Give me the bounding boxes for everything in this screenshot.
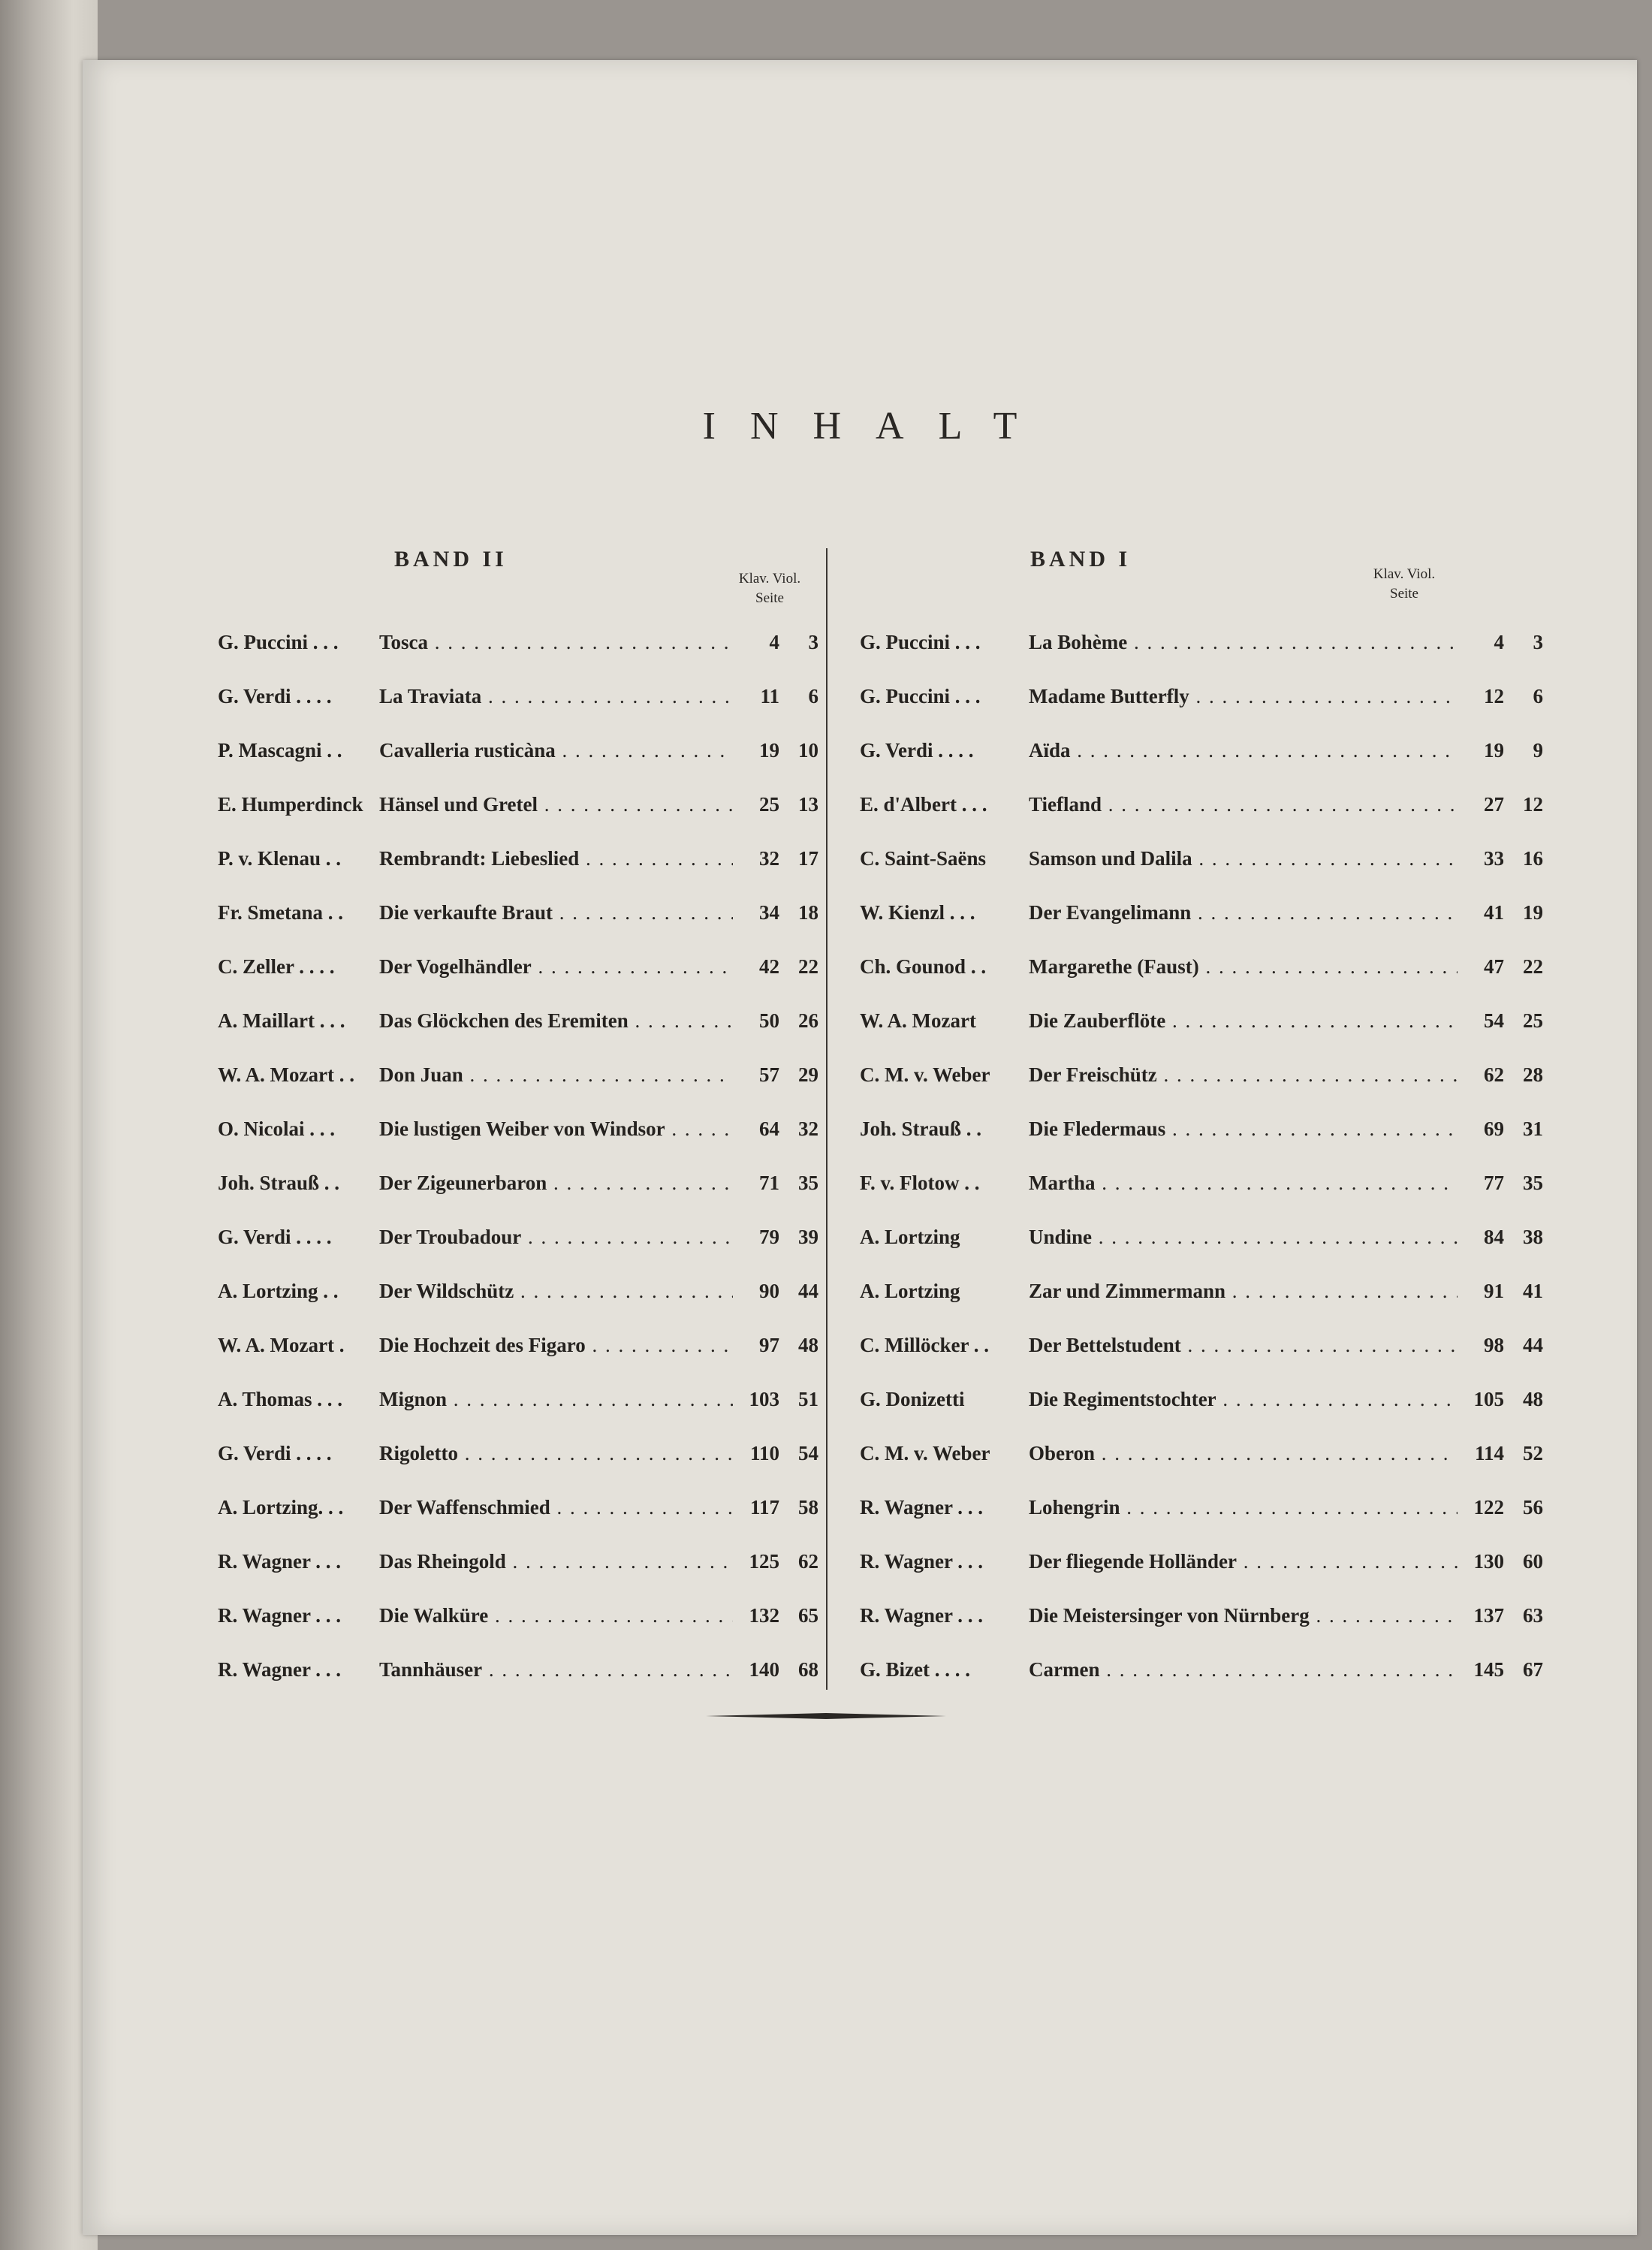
violine-page-number: 68 <box>798 1658 818 1681</box>
decorative-rule <box>706 1711 946 1721</box>
work-title: Das Rheingold . . . <box>379 1550 733 1573</box>
work-title: Mignon . . . <box>379 1388 733 1411</box>
contents-entry <box>218 1117 818 1172</box>
contents-entry <box>860 1226 1543 1280</box>
klavier-page-number: 42 <box>759 955 779 978</box>
work-title: Der Vogelhändler . . . <box>379 955 733 979</box>
klavier-page-number: 105 <box>1473 1388 1504 1410</box>
violine-page-number: 22 <box>1523 955 1543 978</box>
work-title: Aïda . . . <box>1029 739 1458 762</box>
composer-name: W. A. Mozart <box>860 1009 976 1032</box>
violine-page-number: 35 <box>798 1172 818 1194</box>
work-title: Die lustigen Weiber von Windsor . . . <box>379 1117 733 1141</box>
work-title: Der Evangelimann . . . <box>1029 901 1458 924</box>
contents-entry <box>218 955 818 1009</box>
violine-page-number: 6 <box>1533 685 1543 707</box>
composer-name: Ch. Gounod . . <box>860 955 987 978</box>
composer-name: E. d'Albert . . . <box>860 793 987 816</box>
contents-entry <box>860 1009 1543 1063</box>
klavier-page-number: 12 <box>1484 685 1504 707</box>
klavier-page-number: 19 <box>1484 739 1504 762</box>
contents-entry <box>860 739 1543 793</box>
composer-name: G. Puccini . . . <box>860 685 981 707</box>
composer-name: W. A. Mozart . . <box>218 1063 354 1086</box>
klavier-page-number: 79 <box>759 1226 779 1248</box>
violine-page-number: 51 <box>798 1388 818 1410</box>
band-ii-column-labels <box>725 569 815 608</box>
violine-page-number: 35 <box>1523 1172 1543 1194</box>
violine-page-number: 12 <box>1523 793 1543 816</box>
composer-name: R. Wagner . . . <box>218 1604 342 1627</box>
work-title: Zar und Zimmermann . . . <box>1029 1280 1458 1303</box>
composer-name: G. Puccini . . . <box>218 631 339 653</box>
klavier-page-number: 11 <box>760 685 779 707</box>
contents-entry <box>218 739 818 793</box>
violine-page-number: 6 <box>808 685 818 707</box>
violine-page-number: 17 <box>798 847 818 870</box>
work-title: Cavalleria rusticàna . . . <box>379 739 733 762</box>
work-title: Der Waffenschmied . . . <box>379 1496 733 1519</box>
work-title: Tiefland . . . <box>1029 793 1458 816</box>
composer-name: A. Lortzing <box>860 1226 960 1248</box>
violine-page-number: 22 <box>798 955 818 978</box>
work-title: Der fliegende Holländer . . . <box>1029 1550 1458 1573</box>
composer-name: G. Puccini . . . <box>860 631 981 653</box>
violine-page-number: 44 <box>798 1280 818 1302</box>
contents-entry <box>860 1280 1543 1334</box>
band-i-list <box>860 631 1543 1712</box>
work-title: Der Troubadour . . . <box>379 1226 733 1249</box>
composer-name: C. Zeller . . . . <box>218 955 335 978</box>
work-title: Die Hochzeit des Figaro . . . <box>379 1334 733 1357</box>
klavier-page-number: 114 <box>1474 1442 1504 1464</box>
contents-entry <box>860 1658 1543 1712</box>
violine-page-number: 60 <box>1523 1550 1543 1573</box>
klavier-page-number: 137 <box>1473 1604 1504 1627</box>
klavier-page-number: 33 <box>1484 847 1504 870</box>
klavier-page-number: 25 <box>759 793 779 816</box>
violine-page-number: 13 <box>798 793 818 816</box>
contents-entry <box>218 1388 818 1442</box>
composer-name: G. Donizetti <box>860 1388 965 1410</box>
violine-page-number: 54 <box>798 1442 818 1464</box>
composer-name: R. Wagner . . . <box>860 1604 984 1627</box>
violine-page-number: 62 <box>798 1550 818 1573</box>
work-title: Der Freischütz . . . <box>1029 1063 1458 1087</box>
composer-name: R. Wagner . . . <box>860 1550 984 1573</box>
work-title: La Bohème . . . <box>1029 631 1458 654</box>
composer-name: G. Verdi . . . . <box>218 1226 332 1248</box>
violine-page-number: 16 <box>1523 847 1543 870</box>
work-title: Der Bettelstudent . . . <box>1029 1334 1458 1357</box>
klavier-page-number: 110 <box>749 1442 779 1464</box>
composer-name: G. Bizet . . . . <box>860 1658 970 1681</box>
contents-entry <box>218 1550 818 1604</box>
klavier-page-number: 34 <box>759 901 779 924</box>
klavier-page-number: 19 <box>759 739 779 762</box>
composer-name: A. Lortzing <box>860 1280 960 1302</box>
klavier-page-number: 103 <box>749 1388 779 1410</box>
contents-entry <box>860 1063 1543 1117</box>
column-divider <box>826 548 828 1690</box>
band-i-heading: BAND I <box>1030 547 1132 572</box>
contents-entry <box>218 901 818 955</box>
band-ii-list <box>218 631 818 1712</box>
seite-label: Seite <box>1390 586 1418 602</box>
page-title: INHALT <box>702 405 1052 448</box>
violine-page-number: 63 <box>1523 1604 1543 1627</box>
band-ii-heading: BAND II <box>394 547 508 572</box>
violine-page-number: 3 <box>1533 631 1543 653</box>
band-i-column-labels <box>1359 565 1449 604</box>
work-title: Tannhäuser . . . <box>379 1658 733 1681</box>
composer-name: R. Wagner . . . <box>218 1658 342 1681</box>
contents-entry <box>860 847 1543 901</box>
composer-name: Joh. Strauß . . <box>218 1172 340 1194</box>
composer-name: R. Wagner . . . <box>218 1550 342 1573</box>
violine-page-number: 18 <box>798 901 818 924</box>
work-title: Undine . . . <box>1029 1226 1458 1249</box>
composer-name: Fr. Smetana . . <box>218 901 343 924</box>
composer-name: C. Saint-Saëns <box>860 847 987 870</box>
contents-entry <box>860 1496 1543 1550</box>
work-title: Carmen . . . <box>1029 1658 1458 1681</box>
contents-entry <box>218 1442 818 1496</box>
klavier-page-number: 4 <box>769 631 779 653</box>
contents-entry <box>218 685 818 739</box>
contents-entry <box>218 1280 818 1334</box>
composer-name: W. A. Mozart . <box>218 1334 345 1356</box>
composer-name: A. Lortzing. . . <box>218 1496 344 1519</box>
klavier-page-number: 117 <box>749 1496 779 1519</box>
work-title: Don Juan . . . <box>379 1063 733 1087</box>
contents-entry <box>218 1226 818 1280</box>
work-title: Der Wildschütz . . . <box>379 1280 733 1303</box>
contents-entry <box>218 793 818 847</box>
contents-page <box>83 60 1637 2235</box>
klavier-page-number: 64 <box>759 1117 779 1140</box>
composer-name: G. Verdi . . . . <box>218 1442 332 1464</box>
violine-page-number: 26 <box>798 1009 818 1032</box>
work-title: Das Glöckchen des Eremiten . . . <box>379 1009 733 1033</box>
contents-entry <box>860 1604 1543 1658</box>
klavier-page-number: 132 <box>749 1604 779 1627</box>
composer-name: G. Verdi . . . . <box>218 685 332 707</box>
violine-page-number: 65 <box>798 1604 818 1627</box>
klavier-page-number: 125 <box>749 1550 779 1573</box>
violine-page-number: 39 <box>798 1226 818 1248</box>
klavier-page-number: 27 <box>1484 793 1504 816</box>
violine-page-number: 31 <box>1523 1117 1543 1140</box>
composer-name: G. Verdi . . . . <box>860 739 974 762</box>
seite-label: Seite <box>755 590 784 606</box>
klavier-page-number: 97 <box>759 1334 779 1356</box>
violine-page-number: 52 <box>1523 1442 1543 1464</box>
composer-name: P. v. Klenau . . <box>218 847 342 870</box>
klavier-page-number: 62 <box>1484 1063 1504 1086</box>
klavier-page-number: 140 <box>749 1658 779 1681</box>
work-title: Rembrandt: Liebeslied . . . <box>379 847 733 870</box>
composer-name: C. Millöcker . . <box>860 1334 989 1356</box>
violine-page-number: 58 <box>798 1496 818 1519</box>
contents-entry <box>218 631 818 685</box>
composer-name: O. Nicolai . . . <box>218 1117 335 1140</box>
composer-name: F. v. Flotow . . <box>860 1172 980 1194</box>
work-title: Die Meistersinger von Nürnberg . . . <box>1029 1604 1458 1627</box>
work-title: Lohengrin . . . <box>1029 1496 1458 1519</box>
violine-page-number: 48 <box>798 1334 818 1356</box>
contents-entry <box>860 685 1543 739</box>
contents-entry <box>860 631 1543 685</box>
contents-entry <box>860 793 1543 847</box>
klavier-page-number: 90 <box>759 1280 779 1302</box>
composer-name: A. Lortzing . . <box>218 1280 339 1302</box>
work-title: Die Zauberflöte . . . <box>1029 1009 1458 1033</box>
work-title: Madame Butterfly . . . <box>1029 685 1458 708</box>
violine-page-number: 38 <box>1523 1226 1543 1248</box>
work-title: Oberon . . . <box>1029 1442 1458 1465</box>
contents-entry <box>860 1550 1543 1604</box>
klavier-page-number: 69 <box>1484 1117 1504 1140</box>
work-title: Die verkaufte Braut . . . <box>379 901 733 924</box>
violine-page-number: 48 <box>1523 1388 1543 1410</box>
klavier-page-number: 41 <box>1484 901 1504 924</box>
klav-viol-label: Klav. Viol. <box>1373 566 1436 582</box>
klavier-page-number: 57 <box>759 1063 779 1086</box>
work-title: Tosca . . . <box>379 631 733 654</box>
composer-name: W. Kienzl . . . <box>860 901 975 924</box>
klavier-page-number: 84 <box>1484 1226 1504 1248</box>
work-title: Rigoletto . . . <box>379 1442 733 1465</box>
violine-page-number: 29 <box>798 1063 818 1086</box>
violine-page-number: 32 <box>798 1117 818 1140</box>
contents-entry <box>218 1063 818 1117</box>
contents-entry <box>860 1117 1543 1172</box>
contents-entry <box>218 1658 818 1712</box>
klavier-page-number: 71 <box>759 1172 779 1194</box>
composer-name: A. Thomas . . . <box>218 1388 343 1410</box>
contents-entry <box>218 847 818 901</box>
klavier-page-number: 47 <box>1484 955 1504 978</box>
work-title: Die Regimentstochter . . . <box>1029 1388 1458 1411</box>
composer-name: A. Maillart . . . <box>218 1009 345 1032</box>
contents-entry <box>218 1496 818 1550</box>
work-title: Margarethe (Faust) . . . <box>1029 955 1458 979</box>
work-title: Hänsel und Gretel . . . <box>379 793 733 816</box>
contents-entry <box>860 1334 1543 1388</box>
contents-entry <box>860 1172 1543 1226</box>
work-title: Die Fledermaus . . . <box>1029 1117 1458 1141</box>
klavier-page-number: 145 <box>1473 1658 1504 1681</box>
klavier-page-number: 4 <box>1494 631 1504 653</box>
contents-entry <box>860 1388 1543 1442</box>
klavier-page-number: 54 <box>1484 1009 1504 1032</box>
violine-page-number: 44 <box>1523 1334 1543 1356</box>
violine-page-number: 9 <box>1533 739 1543 762</box>
violine-page-number: 67 <box>1523 1658 1543 1681</box>
work-title: Die Walküre . . . <box>379 1604 733 1627</box>
klavier-page-number: 32 <box>759 847 779 870</box>
composer-name: R. Wagner . . . <box>860 1496 984 1519</box>
contents-entry <box>218 1604 818 1658</box>
violine-page-number: 56 <box>1523 1496 1543 1519</box>
klavier-page-number: 122 <box>1473 1496 1504 1519</box>
klavier-page-number: 98 <box>1484 1334 1504 1356</box>
violine-page-number: 19 <box>1523 901 1543 924</box>
contents-entry <box>860 955 1543 1009</box>
klav-viol-label: Klav. Viol. <box>738 571 801 587</box>
violine-page-number: 10 <box>798 739 818 762</box>
work-title: La Traviata . . . <box>379 685 733 708</box>
composer-name: E. Humperdinck <box>218 793 363 816</box>
composer-name: P. Mascagni . . <box>218 739 342 762</box>
klavier-page-number: 91 <box>1484 1280 1504 1302</box>
composer-name: Joh. Strauß . . <box>860 1117 982 1140</box>
contents-entry <box>218 1172 818 1226</box>
contents-entry <box>860 901 1543 955</box>
composer-name: C. M. v. Weber <box>860 1063 990 1086</box>
composer-name: C. M. v. Weber <box>860 1442 990 1464</box>
violine-page-number: 28 <box>1523 1063 1543 1086</box>
contents-entry <box>218 1009 818 1063</box>
work-title: Martha . . . <box>1029 1172 1458 1195</box>
contents-entry <box>218 1334 818 1388</box>
work-title: Der Zigeunerbaron . . . <box>379 1172 733 1195</box>
work-title: Samson und Dalila . . . <box>1029 847 1458 870</box>
violine-page-number: 25 <box>1523 1009 1543 1032</box>
violine-page-number: 41 <box>1523 1280 1543 1302</box>
violine-page-number: 3 <box>808 631 818 653</box>
klavier-page-number: 77 <box>1484 1172 1504 1194</box>
contents-entry <box>860 1442 1543 1496</box>
klavier-page-number: 130 <box>1473 1550 1504 1573</box>
klavier-page-number: 50 <box>759 1009 779 1032</box>
